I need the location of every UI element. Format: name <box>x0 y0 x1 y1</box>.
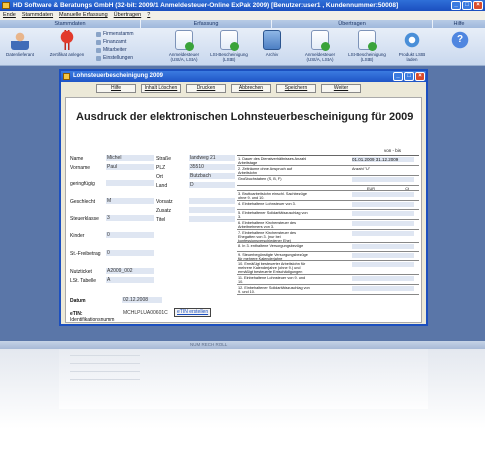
menu-uebertragen[interactable]: Übertragen <box>113 12 142 18</box>
geschlecht-label: Geschlecht <box>70 199 96 205</box>
zertifikat-label: Zertifikat anlegen <box>49 52 85 57</box>
minimize-button[interactable]: _ <box>451 1 461 10</box>
maximize-button[interactable]: □ <box>462 1 472 10</box>
table-row: 11. Einbehaltene Lohnsteuer von 9. und 10. <box>237 275 419 285</box>
menu-help[interactable]: ? <box>147 12 151 18</box>
archive-icon <box>263 30 281 50</box>
lstb-erfassung-button[interactable] <box>210 30 248 62</box>
stammdaten-small-items <box>96 30 134 62</box>
drucken-button[interactable]: Drucken <box>186 84 226 93</box>
firmenstamm-item[interactable]: Firmenstamm <box>96 30 134 38</box>
lohnsteuer-dialog <box>59 69 428 326</box>
window-controls <box>451 1 483 10</box>
abbrechen-button[interactable]: Abbrechen <box>231 84 271 93</box>
strasse-field[interactable]: landweg 21 <box>189 155 235 161</box>
ort-field[interactable]: Butzbach <box>189 173 235 179</box>
zusatz-field[interactable] <box>189 207 235 213</box>
etin-erstellen-button[interactable]: eTIN erstellen <box>174 308 211 317</box>
group-stammdaten: Stammdaten <box>0 20 140 28</box>
kirchensteuer-an-field[interactable] <box>352 221 414 226</box>
window-title: HD Software & Beratungs GmbH (32-bit: 2009/1 Anmeldesteuer-Online ExPak 2009) [Benutzer:user1 , Kundennummer:50008] <box>13 2 399 9</box>
vorname-label: Vorname <box>70 165 91 171</box>
ribbon-toolbar <box>0 20 485 66</box>
versorgungsbezuege-mehrjahre-field[interactable] <box>352 253 414 258</box>
table-row: 8. In 3. enthaltene Versorgungsbezüge <box>237 243 419 252</box>
help-icon: ? <box>451 30 469 50</box>
dialog-icon <box>63 73 70 80</box>
zusatz-label: Zusatz <box>156 208 172 214</box>
menu-stammdaten[interactable]: Stammdaten <box>21 12 54 18</box>
bruttoarbeitslohn-field[interactable] <box>352 192 414 197</box>
produkt-label: Produkt LStB laden <box>398 52 426 62</box>
table-row: 10. Ermäßigt besteuerter Arbeitslohn für mehrere Kalenderjahre (ohne 9.) und ermäßigt besteuerte Entschädigungen <box>237 261 419 275</box>
kirchensteuer-ehegatte-field[interactable] <box>352 231 414 236</box>
geringfuegig-field[interactable] <box>106 180 154 186</box>
table-row: 7. Einbehaltene Kirchensteuer des Ehegatten von 3. (nur bei konfessionsverschiedener Ehe) <box>237 230 419 243</box>
anmeldesteuer-uebertragen-button[interactable] <box>300 30 340 62</box>
name-label: Name <box>70 156 84 162</box>
reflection-line <box>70 371 140 372</box>
lohnsteuer-9-10-field[interactable] <box>352 276 414 281</box>
group-uebertragen: Übertragen <box>272 20 432 28</box>
datenlieferant-label: Datenlieferant <box>5 52 35 57</box>
gear-icon <box>96 56 101 61</box>
menu-bar <box>0 11 485 20</box>
strasse-label: Straße <box>156 156 172 162</box>
speichern-button[interactable]: Speichern <box>276 84 316 93</box>
nutzticket-label: Nutzticket <box>70 269 92 275</box>
versorgungsbezuege-field[interactable] <box>352 244 414 249</box>
reflection-decoration <box>0 349 485 463</box>
lstb-uebertragen-label: LSt-Bescheinigung (LStB) <box>348 52 386 62</box>
soli-9-10-field[interactable] <box>352 286 414 291</box>
steuerklasse-field[interactable]: 3 <box>106 215 154 221</box>
dialog-title-bar <box>61 71 426 82</box>
title-bar <box>0 0 485 11</box>
mitarbeiter-item[interactable]: Mitarbeiter <box>96 46 134 54</box>
table-row: Großbuchstaben (S, B, F) <box>237 176 419 186</box>
status-bar <box>0 341 485 349</box>
ct-header: Ct <box>405 187 409 191</box>
status-indicators: NUM RECH ROLL <box>190 342 228 347</box>
tabelle-field[interactable]: A <box>106 277 154 283</box>
kinder-label: Kinder <box>70 233 85 239</box>
tabelle-label: LSt. Tabelle <box>70 278 97 284</box>
archiv-label: Archiv <box>265 52 279 57</box>
freibetrag-label: St.-Freibetrag <box>70 251 101 257</box>
lohnsteuer-table <box>237 155 419 295</box>
dialog-close-button[interactable]: × <box>415 72 425 81</box>
anmeldesteuer-uebertragen-label: Anmeldesteuer (USt/A, LStA) <box>304 52 336 62</box>
close-button[interactable]: × <box>473 1 483 10</box>
table-row: 3. Bruttoarbeitslohn einschl. Sachbezüge ohne 9. und 10. <box>237 191 419 201</box>
dialog-title: Lohnsteuerbescheinigung 2009 <box>73 73 164 79</box>
datenlieferant-button[interactable] <box>3 30 37 57</box>
group-hilfe: Hilfe <box>433 20 485 28</box>
table-row: 9. Steuerbegünstigte Versorgungsbezüge für mehrere Kalenderjahre <box>237 252 419 261</box>
table-row: 5. Einbehaltener Solidaritätszuschlag von 3. <box>237 210 419 220</box>
office-icon <box>96 40 101 45</box>
grossbuchstaben-field[interactable] <box>352 177 414 182</box>
zertifikat-button[interactable] <box>46 30 88 57</box>
table-row: 6. Einbehaltene Kirchensteuer des Arbeitnehmers von 3. <box>237 220 419 230</box>
ort-label: Ort <box>156 174 163 180</box>
dialog-toolbar <box>61 82 426 95</box>
weiter-button[interactable]: Weiter <box>321 84 361 93</box>
freibetrag-field[interactable]: 0 <box>106 250 154 256</box>
datum-field[interactable]: 02.12.2008 <box>122 297 162 303</box>
etin-label: eTIN: <box>70 311 83 317</box>
table-row: 1. Dauer des Dienstverhältnisses Anzahl Arbeitstage 01.01.2009 31.12.2009 <box>237 156 419 166</box>
refresh-icon <box>403 30 421 50</box>
zeitraum-field[interactable]: 01.01.2009 31.12.2009 <box>352 157 414 162</box>
anmeldesteuer-label: Anmeldesteuer (USt/A, LStA) <box>168 52 200 62</box>
nutzticket-field[interactable]: A2009_002 <box>106 268 154 274</box>
name-field[interactable]: Michel <box>106 155 154 161</box>
dialog-maximize-button[interactable]: □ <box>404 72 414 81</box>
dialog-controls <box>393 72 425 81</box>
lstb-label: LSt-Bescheinigung (LStB) <box>210 52 248 62</box>
steuerklasse-label: Steuerklasse <box>70 216 99 222</box>
finanzamt-item[interactable]: Finanzamt <box>96 38 134 46</box>
archiv-button[interactable] <box>258 30 286 57</box>
document-upload-icon <box>358 30 376 50</box>
help-button[interactable] <box>447 30 473 52</box>
datum-label: Datum <box>70 298 86 304</box>
ermaessigt-field[interactable] <box>352 262 414 267</box>
document-icon <box>175 30 193 50</box>
anmeldesteuer-erfassung-button[interactable] <box>164 30 204 62</box>
von-bis-label: von - bis <box>384 148 402 153</box>
form-heading: Ausdruck der elektronischen Lohnsteuerbescheinigung für 2009 <box>76 111 414 123</box>
titel-label: Titel <box>156 217 166 223</box>
menu-manuelle-erfassung[interactable]: Manuelle Erfassung <box>59 12 108 18</box>
vorsatz-field[interactable] <box>189 198 235 204</box>
inhalt-loeschen-button[interactable]: Inhalt Löschen <box>141 84 181 93</box>
menu-ende[interactable]: Ende <box>3 12 16 18</box>
dialog-minimize-button[interactable]: _ <box>393 72 403 81</box>
table-row: 4. Einbehaltene Lohnsteuer von 3. <box>237 201 419 210</box>
reflection-line <box>70 355 140 356</box>
table-row: 2. Zeiträume ohne Anspruch auf Arbeitslohn Anzahl "U" <box>237 166 419 176</box>
identifikationsnummer-label: Identifikationsnumm <box>70 317 115 323</box>
group-erfassung: Erfassung <box>141 20 271 28</box>
geschlecht-field[interactable]: M <box>106 198 154 204</box>
lstb-uebertragen-button[interactable] <box>348 30 386 62</box>
titel-field[interactable] <box>189 216 235 222</box>
hilfe-button[interactable]: Hilfe <box>96 84 136 93</box>
reflection-line <box>70 363 140 364</box>
etin-field[interactable]: MCHLPLUA00601C <box>122 310 170 316</box>
lohnsteuer-field[interactable] <box>352 202 414 207</box>
document-send-icon <box>311 30 329 50</box>
einstellungen-item[interactable]: Einstellungen <box>96 54 134 62</box>
reflection-line <box>70 379 140 380</box>
vorsatz-label: Vorsatz <box>156 199 173 205</box>
geringfuegig-label: geringfügig <box>70 181 95 187</box>
form-area <box>65 97 422 323</box>
plz-field[interactable]: 35510 <box>189 164 235 170</box>
land-label: Land <box>156 183 168 189</box>
produkt-laden-button[interactable] <box>396 30 428 62</box>
document-check-icon <box>220 30 238 50</box>
people-icon <box>96 48 101 53</box>
anzahl-u-label: Anzahl "U" <box>352 167 392 172</box>
eur-header: EUR <box>366 187 375 191</box>
person-icon <box>11 30 29 50</box>
app-icon <box>2 2 10 9</box>
land-field[interactable]: D <box>189 182 235 188</box>
certificate-icon <box>58 30 76 50</box>
building-icon <box>96 32 101 37</box>
soli-field[interactable] <box>352 211 414 216</box>
kinder-field[interactable]: 0 <box>106 232 154 238</box>
table-row: 12. Einbehaltener Solidaritätszuschlag von 9. und 10. <box>237 285 419 295</box>
plz-label: PLZ <box>156 165 166 171</box>
vorname-field[interactable]: Paul <box>106 164 154 170</box>
